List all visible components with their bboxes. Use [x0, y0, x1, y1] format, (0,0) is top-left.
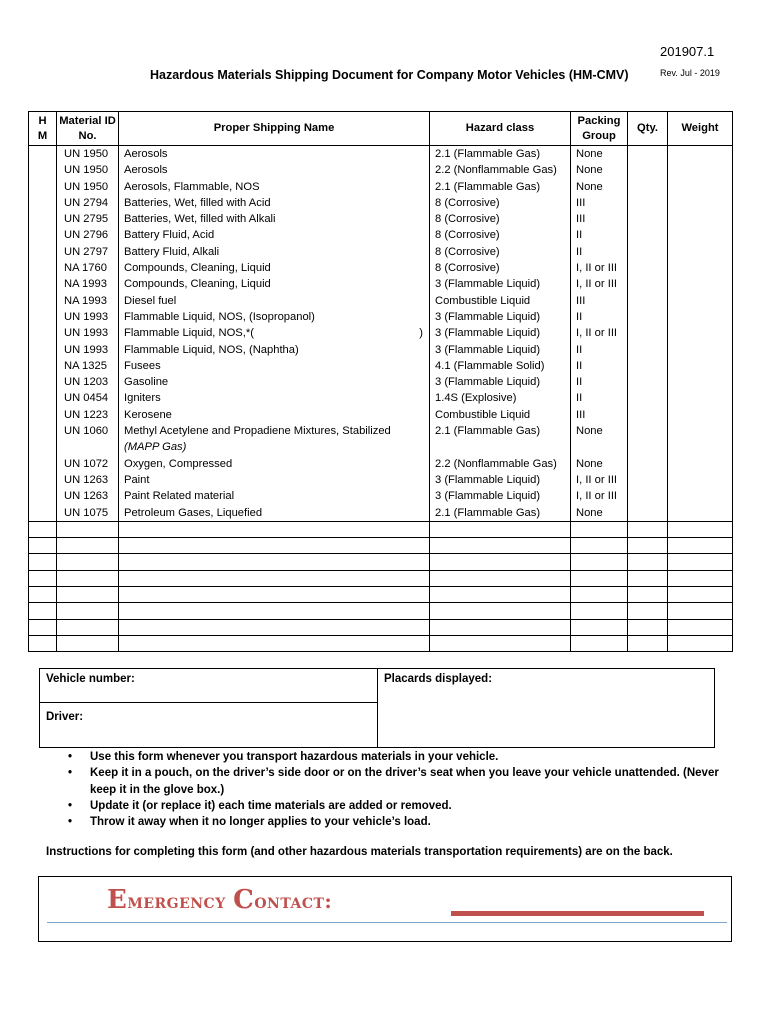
shipping-name-cell [119, 390, 430, 406]
weight-cell[interactable] [668, 587, 733, 603]
shipping-name-text: Flammable Liquid, NOS, (Isopropanol) [124, 310, 315, 323]
col-header-qty: Qty. [628, 112, 668, 146]
packing-group-cell: I, II or III [571, 488, 628, 504]
table-body [29, 146, 733, 652]
weight-cell[interactable] [668, 195, 733, 211]
qty-cell[interactable] [628, 211, 668, 227]
packing-group-cell: II [571, 309, 628, 325]
qty-cell[interactable] [628, 619, 668, 635]
shipping-name-cell[interactable] [119, 570, 430, 586]
packing-group-cell: None [571, 456, 628, 472]
qty-cell[interactable] [628, 309, 668, 325]
shipping-name-text: Battery Fluid, Alkali [124, 245, 220, 258]
material-id-cell: UN 1263 [57, 472, 119, 488]
material-id-cell: UN 1075 [57, 505, 119, 522]
table-row [29, 211, 733, 227]
hazard-class-cell[interactable] [430, 538, 571, 554]
weight-cell[interactable] [668, 276, 733, 292]
qty-cell[interactable] [628, 195, 668, 211]
shipping-name-cell [119, 309, 430, 325]
qty-cell[interactable] [628, 538, 668, 554]
shipping-name-text: Kerosene [124, 408, 172, 421]
shipping-name-text: Igniters [124, 392, 161, 405]
shipping-name-text: Flammable Liquid, NOS,*( [124, 327, 254, 340]
shipping-name-cell [119, 227, 430, 243]
qty-cell[interactable] [628, 587, 668, 603]
weight-cell[interactable] [668, 325, 733, 341]
hazard-class-cell: 1.4S (Explosive) [430, 390, 571, 406]
list-item: • Throw it away when it no longer applies to your vehicle’s load. [66, 814, 736, 830]
blank-table-row [29, 635, 733, 651]
revision-date: Rev. Jul - 2019 [660, 68, 720, 78]
weight-cell[interactable] [668, 456, 733, 472]
table-row [29, 276, 733, 292]
material-id-cell[interactable] [57, 538, 119, 554]
qty-cell[interactable] [628, 603, 668, 619]
list-item: • Update it (or replace it) each time materials are added or removed. [66, 798, 736, 814]
hazard-class-cell: 2.1 (Flammable Gas) [430, 423, 571, 456]
packing-group-cell[interactable] [571, 635, 628, 651]
material-id-cell: UN 1223 [57, 407, 119, 423]
hazard-class-cell[interactable] [430, 554, 571, 570]
shipping-name-text: Paint [124, 473, 150, 486]
hazard-class-cell[interactable] [430, 587, 571, 603]
hazard-class-cell: 8 (Corrosive) [430, 227, 571, 243]
hm-cell[interactable] [29, 456, 57, 472]
table-row [29, 325, 733, 341]
hm-cell[interactable] [29, 603, 57, 619]
shipping-name-text: Fusees [124, 359, 161, 372]
shipping-name-cell [119, 211, 430, 227]
hm-cell[interactable] [29, 195, 57, 211]
blank-table-row [29, 603, 733, 619]
hm-cell[interactable] [29, 390, 57, 406]
shipping-name-text: Aerosols, Flammable, NOS [124, 180, 260, 193]
table-row [29, 472, 733, 488]
packing-group-cell: II [571, 227, 628, 243]
qty-cell[interactable] [628, 342, 668, 358]
weight-cell[interactable] [668, 260, 733, 276]
packing-group-cell: III [571, 211, 628, 227]
hm-cell[interactable] [29, 293, 57, 309]
weight-cell[interactable] [668, 162, 733, 178]
hazard-class-cell: Combustible Liquid [430, 407, 571, 423]
hm-cell[interactable] [29, 521, 57, 537]
weight-cell[interactable] [668, 374, 733, 390]
hm-cell[interactable] [29, 179, 57, 195]
hazard-class-cell: 3 (Flammable Liquid) [430, 374, 571, 390]
hazard-class-cell: 3 (Flammable Liquid) [430, 309, 571, 325]
shipping-name-cell [119, 162, 430, 178]
hazard-class-cell: 3 (Flammable Liquid) [430, 488, 571, 504]
hm-cell[interactable] [29, 554, 57, 570]
table-row [29, 456, 733, 472]
material-id-cell: UN 2794 [57, 195, 119, 211]
hazard-class-cell: 2.1 (Flammable Gas) [430, 179, 571, 195]
hm-cell[interactable] [29, 635, 57, 651]
packing-group-cell[interactable] [571, 603, 628, 619]
packing-group-cell[interactable] [571, 521, 628, 537]
hazard-class-cell: 2.2 (Nonflammable Gas) [430, 162, 571, 178]
instructions-list [66, 749, 736, 830]
material-id-cell[interactable] [57, 603, 119, 619]
packing-group-cell: None [571, 179, 628, 195]
table-row [29, 146, 733, 163]
shipping-name-cell [119, 325, 430, 341]
hazard-class-cell: 8 (Corrosive) [430, 195, 571, 211]
shipping-name-text: Diesel fuel [124, 294, 177, 307]
material-id-cell: NA 1325 [57, 358, 119, 374]
material-id-cell[interactable] [57, 521, 119, 537]
hm-cell[interactable] [29, 146, 57, 163]
table-row [29, 488, 733, 504]
shipping-name-cell[interactable] [119, 635, 430, 651]
weight-cell[interactable] [668, 309, 733, 325]
packing-group-cell: I, II or III [571, 260, 628, 276]
packing-group-cell: III [571, 195, 628, 211]
weight-cell[interactable] [668, 488, 733, 504]
qty-cell[interactable] [628, 570, 668, 586]
table-header-row [29, 112, 733, 146]
material-id-cell: UN 1263 [57, 488, 119, 504]
col-header-weight: Weight [668, 112, 733, 146]
hazard-class-cell[interactable] [430, 603, 571, 619]
weight-cell[interactable] [668, 619, 733, 635]
qty-cell[interactable] [628, 407, 668, 423]
document-title: Hazardous Materials Shipping Document for Company Motor Vehicles (HM-CMV) [150, 68, 629, 82]
packing-group-cell: II [571, 390, 628, 406]
material-id-cell: UN 1950 [57, 146, 119, 163]
table-row [29, 227, 733, 243]
blank-table-row [29, 619, 733, 635]
hm-cell[interactable] [29, 227, 57, 243]
shipping-name-cell [119, 195, 430, 211]
material-id-cell: UN 1993 [57, 342, 119, 358]
shipping-name-text: Oxygen, Compressed [124, 457, 233, 470]
hm-cell[interactable] [29, 505, 57, 522]
hm-cell[interactable] [29, 162, 57, 178]
qty-cell[interactable] [628, 554, 668, 570]
weight-cell[interactable] [668, 472, 733, 488]
material-id-cell[interactable] [57, 635, 119, 651]
col-header-material-id: Material ID No. [57, 112, 119, 146]
shipping-name-text: Compounds, Cleaning, Liquid [124, 262, 271, 275]
packing-group-cell: III [571, 293, 628, 309]
shipping-name-cell [119, 260, 430, 276]
shipping-name-text: Petroleum Gases, Liquefied [124, 506, 263, 519]
qty-cell[interactable] [628, 488, 668, 504]
packing-group-cell: II [571, 374, 628, 390]
hazard-class-cell: 8 (Corrosive) [430, 260, 571, 276]
packing-group-cell: II [571, 342, 628, 358]
table-row [29, 179, 733, 195]
qty-cell[interactable] [628, 456, 668, 472]
table-row [29, 293, 733, 309]
shipping-name-cell [119, 488, 430, 504]
material-id-cell[interactable] [57, 619, 119, 635]
packing-group-cell: None [571, 162, 628, 178]
shipping-name-cell[interactable] [119, 587, 430, 603]
shipping-name-cell [119, 276, 430, 292]
table-row [29, 407, 733, 423]
hazard-class-cell: Combustible Liquid [430, 293, 571, 309]
shipping-name-text: Flammable Liquid, NOS, (Naphtha) [124, 343, 299, 356]
weight-cell[interactable] [668, 211, 733, 227]
hazard-class-cell: 3 (Flammable Liquid) [430, 342, 571, 358]
hm-cell[interactable] [29, 538, 57, 554]
material-id-cell: NA 1760 [57, 260, 119, 276]
weight-cell[interactable] [668, 635, 733, 651]
material-id-cell[interactable] [57, 554, 119, 570]
blank-table-row [29, 587, 733, 603]
hazard-class-cell: 2.2 (Nonflammable Gas) [430, 456, 571, 472]
packing-group-cell[interactable] [571, 619, 628, 635]
hazard-class-cell: 3 (Flammable Liquid) [430, 472, 571, 488]
hm-cell[interactable] [29, 407, 57, 423]
packing-group-cell: None [571, 423, 628, 456]
hazmat-table [28, 111, 733, 652]
packing-group-cell: None [571, 146, 628, 163]
emergency-contact-box [38, 876, 732, 942]
material-id-cell: UN 1993 [57, 325, 119, 341]
qty-cell[interactable] [628, 162, 668, 178]
qty-cell[interactable] [628, 146, 668, 163]
weight-cell[interactable] [668, 179, 733, 195]
col-header-packing-group: Packing Group [571, 112, 628, 146]
vehicle-number-label: Vehicle number: [46, 673, 135, 685]
shipping-name-cell[interactable] [119, 538, 430, 554]
emergency-contact-label: Emergency Contact: [107, 885, 333, 915]
hazard-class-cell[interactable] [430, 570, 571, 586]
shipping-name-text: Aerosols [124, 148, 168, 160]
hazard-class-cell[interactable] [430, 521, 571, 537]
weight-cell[interactable] [668, 358, 733, 374]
hm-cell[interactable] [29, 619, 57, 635]
table-row [29, 309, 733, 325]
table-row [29, 390, 733, 406]
shipping-name-cell [119, 423, 430, 456]
qty-cell[interactable] [628, 260, 668, 276]
col-header-hazard-class: Hazard class [430, 112, 571, 146]
shipping-name-cell [119, 374, 430, 390]
instructions-note: Instructions for completing this form (and other hazardous materials transportation requirements) are on the back. [46, 846, 673, 858]
material-id-cell: UN 1203 [57, 374, 119, 390]
table-row [29, 423, 733, 456]
packing-group-cell: II [571, 358, 628, 374]
shipping-name-cell[interactable] [119, 603, 430, 619]
material-id-cell: UN 2797 [57, 244, 119, 260]
qty-cell[interactable] [628, 276, 668, 292]
weight-cell[interactable] [668, 538, 733, 554]
hm-cell[interactable] [29, 211, 57, 227]
weight-cell[interactable] [668, 227, 733, 243]
shipping-name-text: Aerosols [124, 164, 168, 177]
placards-label: Placards displayed: [384, 673, 493, 685]
table-row [29, 505, 733, 522]
shipping-name-cell[interactable] [119, 619, 430, 635]
material-id-cell: UN 2796 [57, 227, 119, 243]
shipping-name-subtext: (MAPP Gas) [124, 441, 187, 454]
material-id-cell: NA 1993 [57, 293, 119, 309]
qty-cell[interactable] [628, 374, 668, 390]
hm-cell[interactable] [29, 423, 57, 456]
shipping-name-text: Methyl Acetylene and Propadiene Mixtures, Stabilized [124, 425, 391, 438]
list-item: • Keep it in a pouch, on the driver’s side door or on the driver’s seat when you leave your vehicle unattended. (Never keep it in the glove box.) [66, 765, 736, 798]
weight-cell[interactable] [668, 293, 733, 309]
blank-table-row [29, 521, 733, 537]
hazard-class-cell: 2.1 (Flammable Gas) [430, 146, 571, 163]
hazard-class-cell: 3 (Flammable Liquid) [430, 325, 571, 341]
shipping-name-cell [119, 244, 430, 260]
document-number: 201907.1 [660, 44, 715, 59]
material-id-cell: UN 0454 [57, 390, 119, 406]
qty-cell[interactable] [628, 325, 668, 341]
shipping-name-cell [119, 472, 430, 488]
qty-cell[interactable] [628, 423, 668, 456]
material-id-cell: UN 1072 [57, 456, 119, 472]
qty-cell[interactable] [628, 505, 668, 522]
table-row [29, 358, 733, 374]
packing-group-cell: None [571, 505, 628, 522]
hazard-class-cell: 2.1 (Flammable Gas) [430, 505, 571, 522]
weight-cell[interactable] [668, 505, 733, 522]
blank-table-row [29, 554, 733, 570]
qty-cell[interactable] [628, 358, 668, 374]
shipping-name-text: Batteries, Wet, filled with Acid [124, 196, 271, 209]
hm-cell[interactable] [29, 276, 57, 292]
vehicle-driver-section [40, 669, 378, 747]
qty-cell[interactable] [628, 390, 668, 406]
qty-cell[interactable] [628, 472, 668, 488]
list-item: • Use this form whenever you transport hazardous materials in your vehicle. [66, 749, 736, 765]
vehicle-info-box [39, 668, 715, 748]
shipping-name-cell [119, 293, 430, 309]
table-row [29, 374, 733, 390]
shipping-name-cell [119, 456, 430, 472]
packing-group-cell[interactable] [571, 538, 628, 554]
shipping-name-text: Compounds, Cleaning, Liquid [124, 278, 271, 291]
material-id-cell: NA 1993 [57, 276, 119, 292]
hm-cell[interactable] [29, 309, 57, 325]
weight-cell[interactable] [668, 570, 733, 586]
qty-cell[interactable] [628, 521, 668, 537]
material-id-cell: UN 1950 [57, 179, 119, 195]
blank-table-row [29, 538, 733, 554]
qty-cell[interactable] [628, 227, 668, 243]
material-id-cell: UN 2795 [57, 211, 119, 227]
shipping-name-suffix: ) [419, 327, 423, 340]
col-header-hm: H M [29, 112, 57, 146]
shipping-name-cell [119, 505, 430, 522]
table-row [29, 195, 733, 211]
divider [40, 702, 378, 703]
weight-cell[interactable] [668, 521, 733, 537]
shipping-name-text: Batteries, Wet, filled with Alkali [124, 213, 276, 226]
shipping-name-cell [119, 407, 430, 423]
material-id-cell: UN 1060 [57, 423, 119, 456]
divider [47, 922, 727, 923]
weight-cell[interactable] [668, 390, 733, 406]
emergency-contact-blank [451, 911, 704, 916]
qty-cell[interactable] [628, 244, 668, 260]
packing-group-cell[interactable] [571, 587, 628, 603]
hm-cell[interactable] [29, 472, 57, 488]
hm-cell[interactable] [29, 260, 57, 276]
shipping-name-cell [119, 358, 430, 374]
packing-group-cell: I, II or III [571, 325, 628, 341]
hazard-class-cell: 8 (Corrosive) [430, 244, 571, 260]
hm-cell[interactable] [29, 570, 57, 586]
qty-cell[interactable] [628, 179, 668, 195]
packing-group-cell[interactable] [571, 554, 628, 570]
packing-group-cell: I, II or III [571, 472, 628, 488]
shipping-name-text: Gasoline [124, 376, 169, 389]
table-row [29, 162, 733, 178]
shipping-name-cell [119, 179, 430, 195]
material-id-cell: UN 1993 [57, 309, 119, 325]
blank-table-row [29, 570, 733, 586]
table-row [29, 244, 733, 260]
shipping-name-cell[interactable] [119, 554, 430, 570]
packing-group-cell[interactable] [571, 570, 628, 586]
qty-cell[interactable] [628, 635, 668, 651]
material-id-cell: UN 1950 [57, 162, 119, 178]
shipping-name-text: Paint Related material [124, 490, 235, 503]
hm-cell[interactable] [29, 587, 57, 603]
hazard-class-cell: 8 (Corrosive) [430, 211, 571, 227]
weight-cell[interactable] [668, 423, 733, 456]
weight-cell[interactable] [668, 146, 733, 163]
hm-cell[interactable] [29, 358, 57, 374]
material-id-cell[interactable] [57, 570, 119, 586]
driver-label: Driver: [46, 711, 84, 723]
material-id-cell[interactable] [57, 587, 119, 603]
hazard-class-cell: 4.1 (Flammable Solid) [430, 358, 571, 374]
shipping-name-cell [119, 146, 430, 163]
shipping-name-cell[interactable] [119, 521, 430, 537]
qty-cell[interactable] [628, 293, 668, 309]
weight-cell[interactable] [668, 603, 733, 619]
hm-cell[interactable] [29, 325, 57, 341]
hazard-class-cell: 3 (Flammable Liquid) [430, 276, 571, 292]
table-row [29, 342, 733, 358]
hazard-class-cell[interactable] [430, 619, 571, 635]
weight-cell[interactable] [668, 342, 733, 358]
hm-cell[interactable] [29, 244, 57, 260]
shipping-name-text: Battery Fluid, Acid [124, 229, 215, 242]
weight-cell[interactable] [668, 554, 733, 570]
table-row [29, 260, 733, 276]
col-header-shipping-name: Proper Shipping Name [119, 112, 430, 146]
hm-cell[interactable] [29, 342, 57, 358]
weight-cell[interactable] [668, 244, 733, 260]
hm-cell[interactable] [29, 488, 57, 504]
packing-group-cell: II [571, 244, 628, 260]
hazard-class-cell[interactable] [430, 635, 571, 651]
hm-cell[interactable] [29, 374, 57, 390]
packing-group-cell: I, II or III [571, 276, 628, 292]
shipping-name-cell [119, 342, 430, 358]
packing-group-cell: III [571, 407, 628, 423]
weight-cell[interactable] [668, 407, 733, 423]
